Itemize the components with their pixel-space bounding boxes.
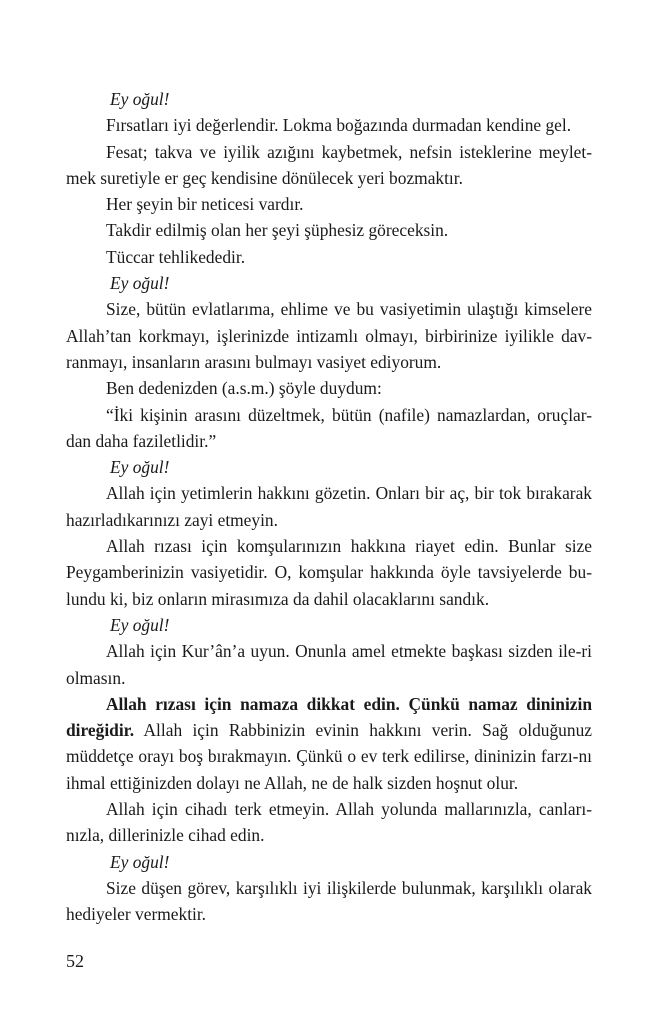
page-body (66, 86, 592, 928)
heading-ey-ogul: Ey oğul! (110, 851, 170, 872)
paragraph: Fesat; takva ve iyilik azığını kaybetmek, nefsin isteklerine meylet-mek suretiyle er geç kendisine dönülecek yeri bozmaktır. (66, 141, 592, 188)
paragraph: Size düşen görev, karşılıklı iyi ilişkilerde bulunmak, karşılıklı olarak hediyeler vermektir. (66, 877, 592, 925)
paragraph: Allah rızası için komşularınızın hakkına riayet edin. Bunlar size Peygamberinizin vasiyetidir. O, komşular hakkında öyle tavsiyelerde bu-lundu ki, biz onların mirasımıza da dahil olacaklarını sandık. (66, 536, 592, 609)
page-number: 52 (66, 951, 84, 971)
paragraph: Size, bütün evlatlarıma, ehlime ve bu vasiyetimin ulaştığı kimselere Allah’tan korkmayı, işlerinizde intizamlı olmayı, birbirinize iyilikle dav-ranmayı, insanların arasını bulmayı vasiyet ediyorum. (66, 299, 592, 372)
paragraph: Ben dedenizden (a.s.m.) şöyle duydum: (106, 378, 382, 399)
heading-ey-ogul: Ey oğul! (110, 614, 170, 635)
paragraph-quote: “İki kişinin arasını düzeltmek, bütün (nafile) namazlardan, oruçlar-dan daha faziletlidir.” (66, 404, 592, 451)
paragraph: Tüccar tehlikededir. (106, 246, 246, 267)
paragraph: Allah için Kur’ân’a uyun. Onunla amel etmekte başkası sizden ile-ri olmasın. (66, 641, 592, 688)
paragraph: Allah için cihadı terk etmeyin. Allah yolunda mallarınızla, canları-nızla, dillerinizle cihad edin. (66, 799, 592, 846)
bold-sentence: Allah rızası için namaza dikkat edin. Çünkü namaz dininizin direğidir. (66, 693, 592, 741)
heading-ey-ogul: Ey oğul! (110, 457, 170, 478)
paragraph: Fırsatları iyi değerlendir. Lokma boğazında durmadan kendine gel. (106, 115, 572, 136)
paragraph: Her şeyin bir neticesi vardır. (106, 194, 304, 215)
heading-ey-ogul: Ey oğul! (110, 273, 170, 294)
paragraph: Allah için yetimlerin hakkını gözetin. Onları bir aç, bir tok bırakarak hazırladıkarınızı zayi etmeyin. (66, 483, 592, 530)
paragraph-continuation: Allah için Rabbinizin evinin hakkını verin. Sağ olduğunuz müddetçe orayı boş bırakmayın. Çünkü o ev terk edilirse, dininizin farzı-nı ihmal ettiğinizden dolayı ne Allah, ne de halk sizden hoşnut olur. (66, 720, 592, 793)
paragraph-mixed (66, 691, 592, 796)
heading-ey-ogul: Ey oğul! (110, 89, 170, 109)
paragraph: Takdir edilmiş olan her şeyi şüphesiz göreceksin. (106, 220, 449, 241)
